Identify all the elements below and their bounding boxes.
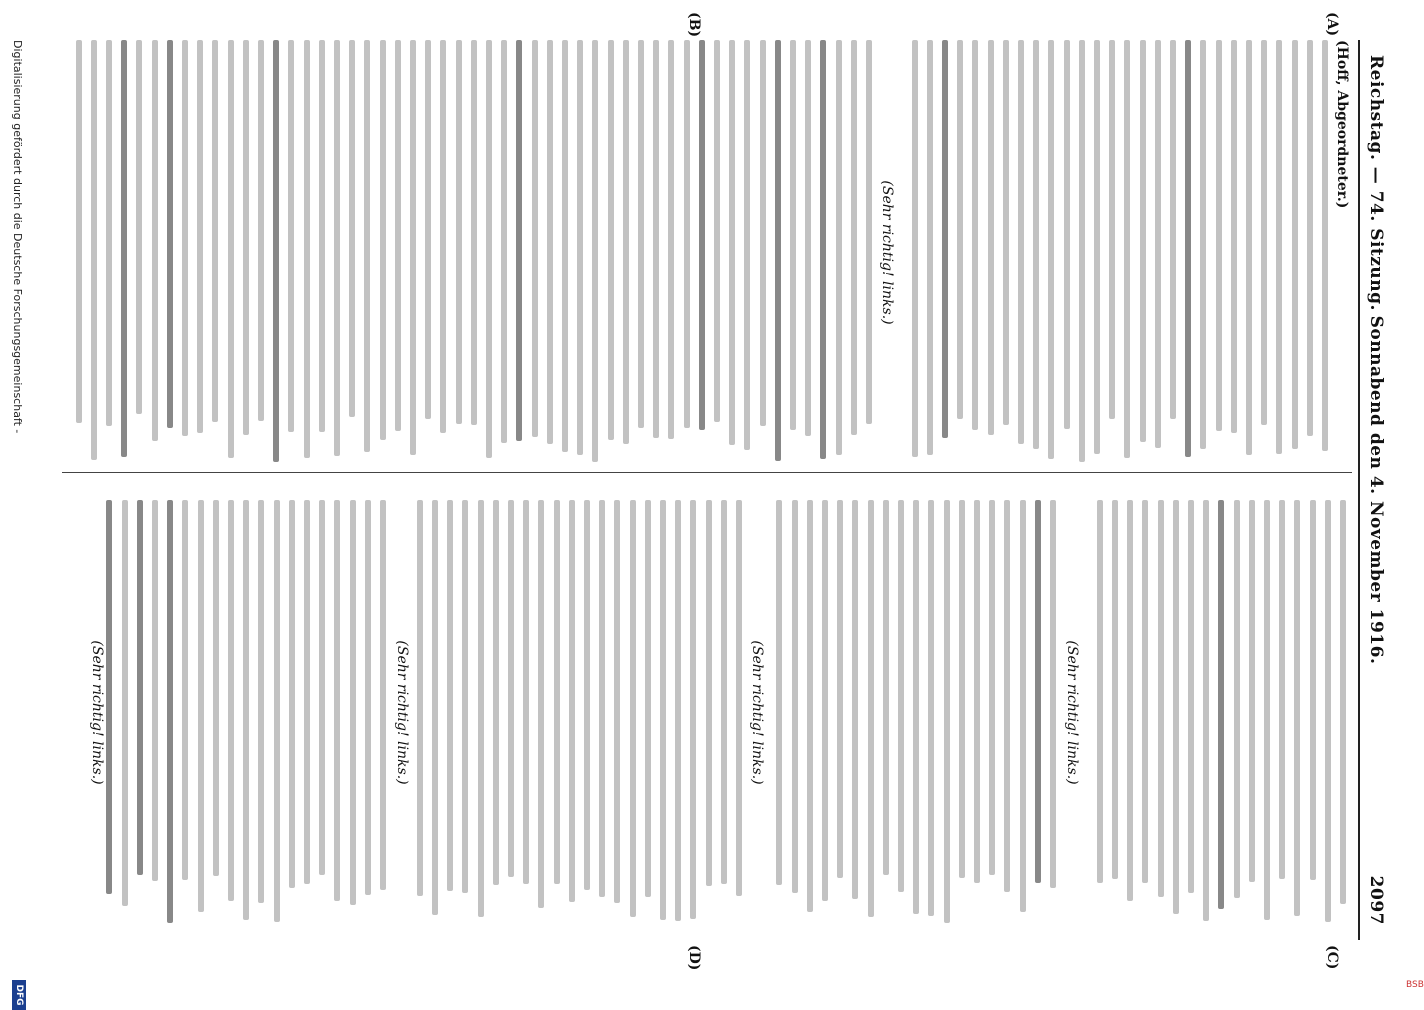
text-line [836,40,842,455]
text-line [1158,500,1164,897]
text-line [577,40,583,455]
text-line [136,40,142,414]
text-line [532,40,538,437]
text-line [493,500,499,885]
text-line [106,500,112,894]
text-line [822,500,828,901]
text-line [684,40,690,428]
text-line [410,40,416,455]
text-line [182,40,188,436]
text-line [1276,40,1282,454]
text-line [1261,40,1267,425]
text-line [1246,40,1252,455]
text-line [592,40,598,462]
text-line [928,500,934,916]
text-line [1340,500,1346,904]
text-line [349,40,355,417]
text-line [972,40,978,430]
text-line [1325,500,1331,922]
text-line [883,500,889,875]
column-divider [62,472,1352,473]
text-line [197,40,203,433]
text-line [988,40,994,435]
text-line [807,500,813,912]
page-header [1360,55,1390,925]
text-line [675,500,681,921]
text-line [554,500,560,884]
text-line [623,40,629,444]
text-line [304,500,310,884]
text-line [1004,500,1010,892]
library-mark: BSB [1406,980,1424,990]
text-line [212,40,218,422]
text-line [944,500,950,923]
text-line [152,500,158,881]
text-line [608,40,614,440]
text-line [1218,500,1224,909]
text-line [1234,500,1240,898]
text-line [729,40,735,445]
interjection: (Sehr richtig! links.) [1064,640,1080,785]
text-line [1142,500,1148,883]
text-line [334,500,340,901]
text-line [1200,40,1206,449]
text-line [1310,500,1316,880]
text-line [501,40,507,443]
text-line [1109,40,1115,419]
text-line [1170,40,1176,419]
text-line [584,500,590,890]
header-left: Reichstag. — 74. Sitzung. [1366,55,1386,311]
text-line [690,500,696,919]
text-line [547,40,553,444]
text-line [1048,40,1054,459]
text-line [736,500,742,896]
text-line [380,500,386,890]
text-line [1279,500,1285,879]
text-line [638,40,644,428]
text-line [1140,40,1146,442]
text-line [1064,40,1070,429]
text-line [790,40,796,430]
text-line [866,40,872,424]
text-line [289,500,295,888]
text-line [1231,40,1237,433]
text-line [258,40,264,421]
text-line [137,500,143,875]
text-line [167,500,173,923]
text-line [395,40,401,431]
text-line [417,500,423,896]
text-line [364,40,370,452]
margin-letter-c: (C) [1324,945,1340,970]
text-line [942,40,948,438]
text-line [304,40,310,458]
text-line [1294,500,1300,916]
text-line [989,500,995,875]
margin-letter-d: (D) [686,945,702,971]
text-line [868,500,874,917]
text-line [660,500,666,920]
text-line [538,500,544,908]
text-line [198,500,204,912]
text-line [365,500,371,895]
text-line [228,500,234,901]
text-line [1050,500,1056,888]
text-line [1124,40,1130,458]
text-line [471,40,477,425]
text-line [1035,500,1041,883]
interjection: (Sehr richtig! links.) [89,640,105,785]
text-line [456,40,462,424]
text-line [1249,500,1255,882]
text-line [1292,40,1298,449]
text-line [1188,500,1194,893]
text-line [76,40,82,423]
text-line [837,500,843,878]
interjection: (Sehr richtig! links.) [394,640,410,785]
text-line [516,40,522,441]
text-line [898,500,904,892]
text-line [319,40,325,432]
text-line [1203,500,1209,921]
text-line [776,500,782,885]
header-center: Sonnabend den 4. November 1916. [1366,315,1386,665]
text-line [1264,500,1270,920]
text-line [1127,500,1133,901]
text-line [243,500,249,920]
text-line [653,40,659,438]
text-line [243,40,249,435]
text-line [805,40,811,436]
text-line [927,40,933,455]
text-line [913,500,919,914]
text-line [1112,500,1118,879]
text-line [569,500,575,902]
text-line [1322,40,1328,451]
text-line [319,500,325,875]
text-line [334,40,340,456]
text-line [91,40,97,460]
text-line [599,500,605,897]
text-line [167,40,173,428]
text-line [974,500,980,883]
text-line [1173,500,1179,914]
text-line [425,40,431,419]
interjection: (Sehr richtig! links.) [749,640,765,785]
text-line [645,500,651,897]
text-line [288,40,294,432]
text-line [486,40,492,458]
text-line [1003,40,1009,425]
text-line [959,500,965,878]
text-line [775,40,781,461]
text-line [820,40,826,459]
text-line [152,40,158,441]
text-line [668,40,674,439]
text-line [852,500,858,899]
right-column [70,500,1350,925]
interjection: (Sehr richtig! links.) [879,180,895,325]
text-line [182,500,188,880]
margin-letter-b: (B) [686,12,702,38]
text-line [744,40,750,450]
text-line [1033,40,1039,449]
text-line [706,500,712,886]
text-line [1097,500,1103,883]
text-line [1094,40,1100,454]
text-line [699,40,705,430]
text-line [1185,40,1191,457]
text-line [1155,40,1161,448]
text-line [1018,40,1024,444]
text-line [1307,40,1313,436]
text-line [122,500,128,906]
text-line [106,40,112,426]
footer-credit: Digitalisierung gefördert durch die Deutsche Forschungsgemeinschaft - [11,40,24,434]
text-line [274,500,280,922]
text-line [957,40,963,419]
text-line [380,40,386,440]
text-line [350,500,356,905]
header-rule [1358,40,1360,940]
text-line [1020,500,1026,912]
dfg-logo: DFG [12,980,26,1010]
text-line [912,40,918,457]
text-line [714,40,720,422]
text-line [508,500,514,877]
text-line [228,40,234,458]
text-line [1079,40,1085,462]
text-line [121,40,127,457]
text-line [1216,40,1222,431]
text-line [523,500,529,884]
text-line [440,40,446,433]
text-line [432,500,438,915]
text-line [721,500,727,884]
text-line [273,40,279,462]
text-line [213,500,219,876]
text-line [462,500,468,893]
text-line [792,500,798,893]
page-number: 2097 [1366,875,1386,925]
speaker-label: (Hoff, Abgeordneter.) [1334,40,1350,209]
text-line [760,40,766,426]
text-line [562,40,568,452]
text-line [258,500,264,903]
text-line [447,500,453,891]
text-line [614,500,620,903]
text-line [478,500,484,917]
margin-letter-a: (A) [1324,12,1340,37]
text-line [630,500,636,917]
text-line [851,40,857,435]
left-column [70,40,1350,465]
